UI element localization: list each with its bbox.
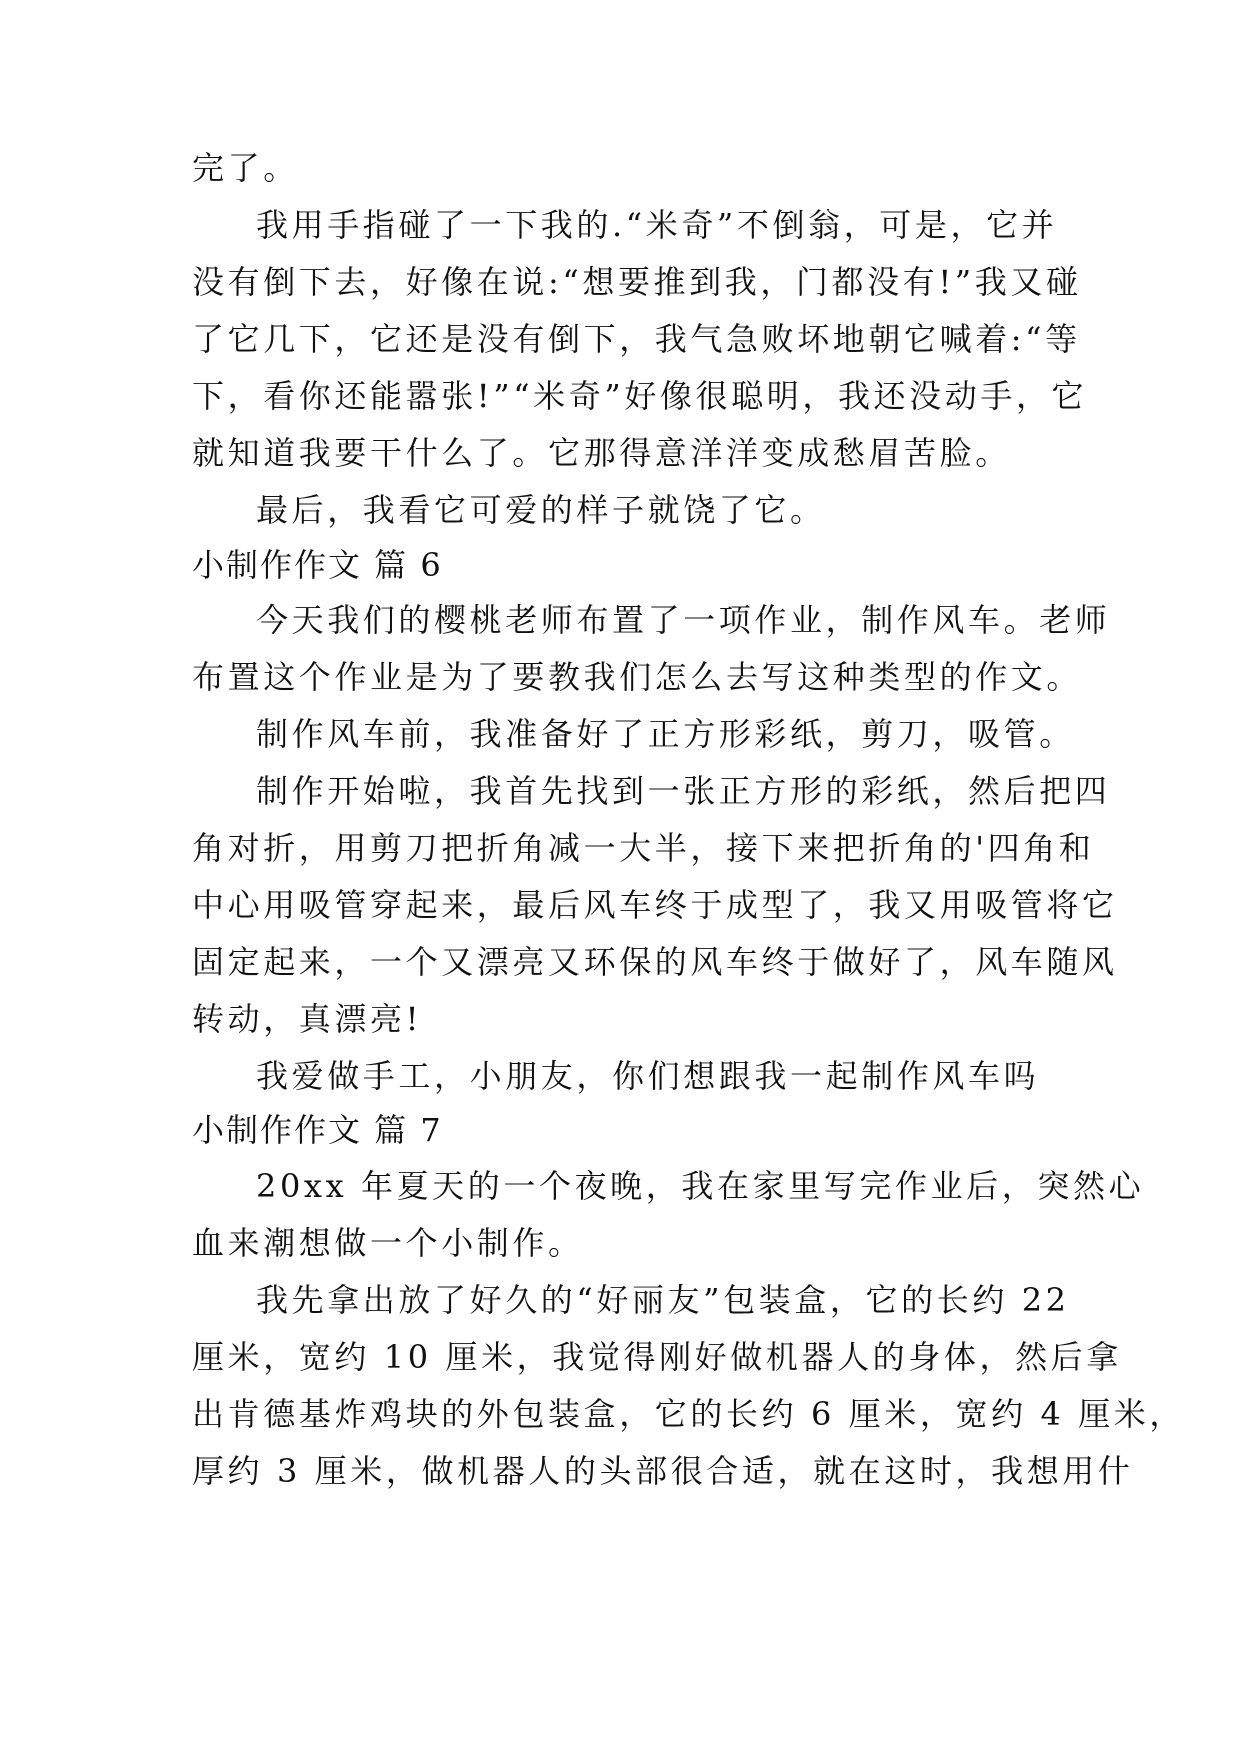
text-line: 完了。 [192,149,299,187]
paragraph-first-line: 我用手指碰了一下我的.“米奇”不倒翁，可是，它并 [256,206,1058,244]
text-line: 角对折，用剪刀把折角减一大半，接下来把折角的'四角和 [192,829,1095,867]
text-line: 出肯德基炸鸡块的外包装盒，它的长约 6 厘米，宽约 4 厘米， [192,1395,1186,1433]
text-line: 中心用吸管穿起来，最后风车终于成型了，我又用吸管将它 [192,886,1118,924]
text-line: 布置这个作业是为了要教我们怎么去写这种类型的作文。 [192,658,1083,696]
paragraph-first-line: 制作开始啦，我首先找到一张正方形的彩纸，然后把四 [256,772,1111,810]
paragraph-first-line: 20xx 年夏天的一个夜晚，我在家里写完作业后，突然心 [256,1167,1145,1205]
text-line: 厚约 3 厘米，做机器人的头部很合适，就在这时，我想用什 [192,1452,1134,1490]
text-line: 下，看你还能嚣张!”“米奇”好像很聪明，我还没动手，它 [192,377,1088,415]
section-heading: 小制作作文 篇 6 [192,546,443,584]
text-line: 了它几下，它还是没有倒下，我气急败坏地朝它喊着:“等 [192,320,1081,358]
section-heading: 小制作作文 篇 7 [192,1111,443,1149]
text-line: 血来潮想做一个小制作。 [192,1224,584,1262]
paragraph-first-line: 制作风车前，我准备好了正方形彩纸，剪刀，吸管。 [256,715,1075,753]
paragraph-first-line: 我爱做手工，小朋友，你们想跟我一起制作风车吗 [256,1057,1040,1095]
text-line: 固定起来，一个又漂亮又环保的风车终于做好了，风车随风 [192,943,1118,981]
text-line: 没有倒下去，好像在说:“想要推到我，门都没有!”我又碰 [192,263,1082,301]
paragraph-first-line: 最后，我看它可爱的样子就饶了它。 [256,491,826,529]
paragraph-first-line: 我先拿出放了好久的“好丽友”包装盒，它的长约 22 [256,1281,1070,1319]
paragraph-first-line: 今天我们的樱桃老师布置了一项作业，制作风车。老师 [256,601,1111,639]
text-line: 就知道我要干什么了。它那得意洋洋变成愁眉苦脸。 [192,434,1011,472]
text-line: 厘米，宽约 10 厘米，我觉得刚好做机器人的身体，然后拿 [192,1338,1122,1376]
text-line: 转动，真漂亮! [192,1000,423,1038]
